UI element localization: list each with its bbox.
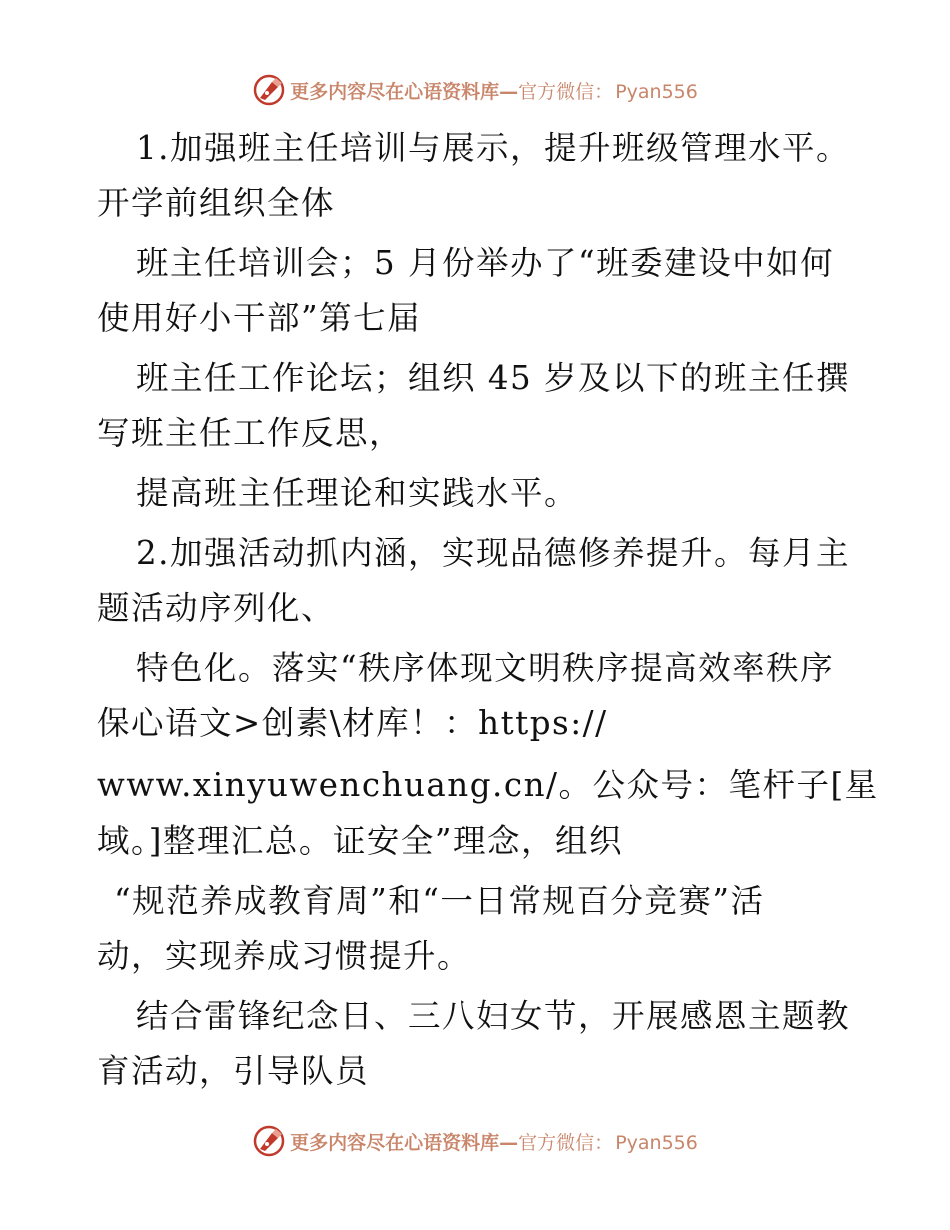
body-line: “规范养成教育周”和“一日常规百分竞赛”活 xyxy=(114,882,765,920)
watermark-weixin-label: 官方微信： xyxy=(518,80,614,103)
body-line: 域。]整理汇总。证安全”理念，组织 xyxy=(97,822,624,860)
watermark-weixin-id: Pyan556 xyxy=(615,1131,698,1154)
watermark-weixin-label: 官方微信： xyxy=(518,1131,614,1154)
body-line: 结合雷锋纪念日、三八妇女节，开展感恩主题教 xyxy=(136,997,851,1035)
body-line: 育活动，引导队员 xyxy=(97,1052,370,1090)
body-line: www.xinyuwenchuang.cn/。公众号：笔杆子[星 xyxy=(97,766,879,804)
body-line: 班主任工作论坛；组织 45 岁及以下的班主任撰 xyxy=(136,359,851,397)
body-line: 开学前组织全体 xyxy=(97,184,336,222)
body-line: 写班主任工作反思， xyxy=(97,414,404,452)
body-line: 1.加强班主任培训与展示，提升班级管理水平。 xyxy=(136,129,851,167)
body-line: 提高班主任理论和实践水平。 xyxy=(136,474,579,512)
watermark-main: 更多内容尽在心语资料库— xyxy=(290,80,519,103)
body-line: 使用好小干部”第七届 xyxy=(97,299,422,337)
watermark-main: 更多内容尽在心语资料库— xyxy=(290,1131,519,1154)
footer-watermark xyxy=(0,1121,950,1161)
body-line: 动，实现养成习惯提升。 xyxy=(97,937,472,975)
body-line: 保心语文>创素\材库！：https:// xyxy=(97,704,608,742)
watermark-weixin-id: Pyan556 xyxy=(615,80,698,103)
pen-nib-logo-icon xyxy=(252,1124,286,1158)
body-line: 特色化。落实“秩序体现文明秩序提高效率秩序 xyxy=(136,649,835,687)
body-line: 班主任培训会；5 月份举办了“班委建设中如何 xyxy=(136,244,835,282)
body-line: 题活动序列化、 xyxy=(97,589,336,627)
body-line: 2.加强活动抓内涵，实现品德修养提升。每月主 xyxy=(136,534,851,572)
watermark-text xyxy=(290,1128,698,1155)
